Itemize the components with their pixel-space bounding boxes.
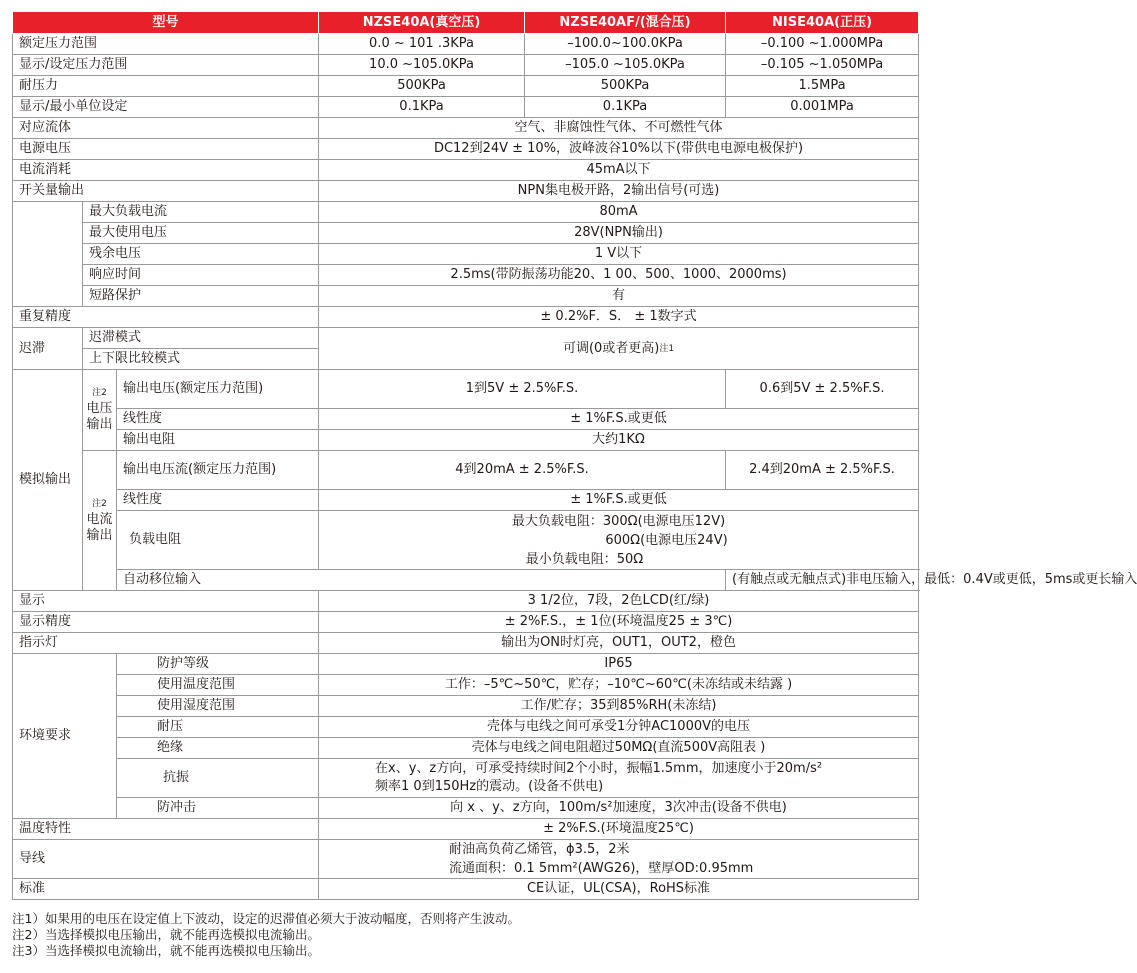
table-row — [13, 34, 919, 55]
cell-value: –100.0~100.0KPa — [525, 34, 726, 55]
row-label: 对应流体 — [13, 118, 319, 139]
cell-value: 0.001MPa — [726, 97, 919, 118]
row-label: 显示/设定压力范围 — [13, 55, 319, 76]
row-label: 最大使用电压 — [83, 223, 319, 244]
cell-value: –105.0 ~105.0KPa — [525, 55, 726, 76]
table-row — [13, 307, 919, 328]
header-model: 型号 — [13, 12, 319, 34]
table-row — [13, 160, 919, 181]
cell-value: DC12到24V ± 10%，波峰波谷10%以下(带供电电源电极保护) — [319, 139, 919, 160]
cell-value: –0.105 ~1.050MPa — [726, 55, 919, 76]
cell-value: 1 V以下 — [319, 244, 919, 265]
cell-value: 0.0 ~ 101 .3KPa — [319, 34, 525, 55]
row-label: 输出电阻 — [117, 430, 319, 451]
table-row — [13, 633, 919, 654]
cell-value: IP65 — [319, 654, 919, 675]
table-row — [13, 409, 919, 430]
table-row — [13, 430, 919, 451]
table-row — [13, 139, 919, 160]
cell-value: 3 1/2位，7段，2色LCD(红/绿) — [319, 591, 919, 612]
cell-value: 45mA以下 — [319, 160, 919, 181]
cell-value: 2.4到20mA ± 2.5%F.S. — [726, 451, 919, 490]
table-row — [13, 202, 919, 223]
cell-value: 500KPa — [319, 76, 525, 97]
row-label: 显示精度 — [13, 612, 319, 633]
row-label: 使用温度范围 — [117, 675, 319, 696]
cell-value — [319, 511, 919, 570]
row-label: 温度特性 — [13, 819, 319, 840]
table-row — [13, 738, 919, 759]
lead-line: 耐油高负荷乙烯管，ϕ3.5，2米 — [449, 842, 630, 857]
table-row — [13, 97, 919, 118]
table-row — [13, 511, 919, 570]
row-label: 重复精度 — [13, 307, 319, 328]
row-label: 输出电压(额定压力范围) — [117, 370, 319, 409]
row-label: 迟滞 — [13, 328, 83, 370]
cell-value: 0.6到5V ± 2.5%F.S. — [726, 370, 919, 409]
cell-value: 输出为ON时灯亮，OUT1，OUT2，橙色 — [319, 633, 919, 654]
row-label: 开关量输出 — [13, 181, 319, 202]
row-label: 最大负载电流 — [83, 202, 319, 223]
row-label: 额定压力范围 — [13, 34, 319, 55]
table-row — [13, 759, 919, 798]
cell-value: ± 2%F.S.，± 1位(环境温度25 ± 3℃) — [319, 612, 919, 633]
row-label: 线性度 — [117, 490, 319, 511]
hysteresis-value: 可调(0或者更高) — [562, 340, 660, 356]
cell-value — [319, 759, 919, 798]
cell-value: 0.1KPa — [525, 97, 726, 118]
table-row — [13, 675, 919, 696]
cell-value: CE认证，UL(CSA)，RoHS标准 — [319, 879, 919, 900]
cell-value: ± 0.2%F．S． ± 1数字式 — [319, 307, 919, 328]
table-row — [13, 76, 919, 97]
table-row — [13, 181, 919, 202]
header-nzse40af: NZSE40AF/(混合压) — [525, 12, 726, 34]
row-label: 使用湿度范围 — [117, 696, 319, 717]
table-row — [13, 591, 919, 612]
cell-value: ± 1%F.S.或更低 — [319, 409, 919, 430]
cell-value: 28V(NPN输出) — [319, 223, 919, 244]
table-row — [13, 612, 919, 633]
cell-value: 向 x 、y、z方向，100m/s²加速度，3次冲击(设备不供电) — [319, 798, 919, 819]
voltage-output-label: 电压输出 — [86, 401, 113, 432]
note-ref: 注1 — [659, 343, 675, 354]
cell-value: –0.100 ~1.000MPa — [726, 34, 919, 55]
cell-value: 80mA — [319, 202, 919, 223]
row-label: 短路保护 — [83, 286, 319, 307]
footnote: 注2）当选择模拟电压输出，就不能再选模拟电流输出。 — [12, 927, 320, 942]
row-label: 环境要求 — [13, 654, 117, 819]
row-label: 响应时间 — [83, 265, 319, 286]
row-label: 导线 — [13, 840, 319, 879]
table-row — [13, 819, 919, 840]
cell-value: NPN集电极开路，2输出信号(可选) — [319, 181, 919, 202]
cell-value: (有触点或无触点式)非电压输入，最低：0.4V或更低，5ms或更长输入 — [726, 570, 919, 591]
cell-value: 500KPa — [525, 76, 726, 97]
row-label: 迟滞模式 — [83, 328, 319, 349]
row-label: 抗振 — [117, 759, 319, 798]
footnote: 注3）当选择模拟电流输出，就不能再选模拟电压输出。 — [12, 943, 320, 958]
row-label: 显示/最小单位设定 — [13, 97, 319, 118]
spec-table — [12, 11, 1137, 900]
table-row — [13, 370, 919, 409]
row-label: 电源电压 — [13, 139, 319, 160]
cell-value: 工作：–5℃~50℃，贮存；–10℃~60℃(未冻结或未结露 ) — [319, 675, 919, 696]
cell-value: 工作/贮存；35到85%RH(未冻结) — [319, 696, 919, 717]
group-spacer — [13, 202, 83, 307]
row-label: 显示 — [13, 591, 319, 612]
vibration-line: 在x、y、z方向，可承受持续时间2个小时，振幅1.5mm，加速度小于20m/s² — [375, 761, 823, 776]
table-row — [13, 696, 919, 717]
row-label: 耐压 — [117, 717, 319, 738]
cell-value: 有 — [319, 286, 919, 307]
row-label: 标准 — [13, 879, 319, 900]
table-header — [13, 12, 919, 34]
table-row — [13, 55, 919, 76]
row-label: 自动移位输入 — [117, 570, 726, 591]
cell-value — [319, 328, 919, 370]
row-label: 输出电压流(额定压力范围) — [117, 451, 319, 490]
cell-value: 壳体与电线之间电阻超过50MΩ(直流500V高阻表 ) — [319, 738, 919, 759]
row-label: 电流消耗 — [13, 160, 319, 181]
table-row — [13, 490, 919, 511]
cell-value: 1.5MPa — [726, 76, 919, 97]
row-label: 绝缘 — [117, 738, 319, 759]
cell-value: ± 2%F.S.(环境温度25℃) — [319, 819, 919, 840]
lead-line: 流通面积：0.1 5mm²(AWG26)，壁厚OD:0.95mm — [449, 861, 754, 876]
row-label: 负载电阻 — [117, 511, 319, 570]
load-line: 600Ω(电源电压24V) — [605, 532, 728, 548]
table-row — [13, 265, 919, 286]
cell-value: 1到5V ± 2.5%F.S. — [319, 370, 726, 409]
note-ref: 注2 — [92, 388, 107, 398]
row-label: 防护等级 — [117, 654, 319, 675]
cell-value: 0.1KPa — [319, 97, 525, 118]
table-row — [13, 570, 919, 591]
row-label: 残余电压 — [83, 244, 319, 265]
table-row — [13, 879, 919, 900]
load-line: 最小负载电阻：50Ω — [525, 551, 644, 567]
row-label: 指示灯 — [13, 633, 319, 654]
load-line: 最大负载电阻：300Ω(电源电压12V) — [511, 513, 726, 529]
table-row — [13, 451, 919, 490]
footnotes — [12, 911, 520, 959]
table-row — [13, 286, 919, 307]
cell-value: 10.0 ~105.0KPa — [319, 55, 525, 76]
table-row — [13, 244, 919, 265]
table-row — [13, 223, 919, 244]
footnote: 注1）如果用的电压在设定值上下波动，设定的迟滞值必须大于波动幅度，否则将产生波动。 — [12, 911, 520, 926]
header-nise40a: NISE40A(正压) — [726, 12, 919, 34]
row-label: 上下限比较模式 — [83, 349, 319, 370]
table-row — [13, 328, 919, 349]
cell-value: 4到20mA ± 2.5%F.S. — [319, 451, 726, 490]
row-label: 线性度 — [117, 409, 319, 430]
header-nzse40a: NZSE40A(真空压) — [319, 12, 525, 34]
table-row — [13, 798, 919, 819]
current-output-label: 电流输出 — [86, 511, 113, 543]
row-label: 模拟输出 — [13, 370, 83, 591]
vibration-line: 频率1 0到150Hz的震动。(设备不供电) — [375, 779, 604, 794]
table-row — [13, 717, 919, 738]
group-label — [83, 370, 117, 451]
table-row — [13, 118, 919, 139]
cell-value: ± 1%F.S.或更低 — [319, 490, 919, 511]
cell-value — [319, 840, 919, 879]
table-row — [13, 654, 919, 675]
cell-value: 2.5ms(带防振荡功能20、1 00、500、1000、2000ms) — [319, 265, 919, 286]
cell-value: 大约1KΩ — [319, 430, 919, 451]
note-ref: 注2 — [92, 498, 107, 509]
table-row — [13, 840, 919, 879]
cell-value: 壳体与电线之间可承受1分钟AC1000V的电压 — [319, 717, 919, 738]
row-label: 耐压力 — [13, 76, 319, 97]
cell-value: 空气、非腐蚀性气体、不可燃性气体 — [319, 118, 919, 139]
row-label: 防冲击 — [117, 798, 319, 819]
group-label — [83, 451, 117, 591]
